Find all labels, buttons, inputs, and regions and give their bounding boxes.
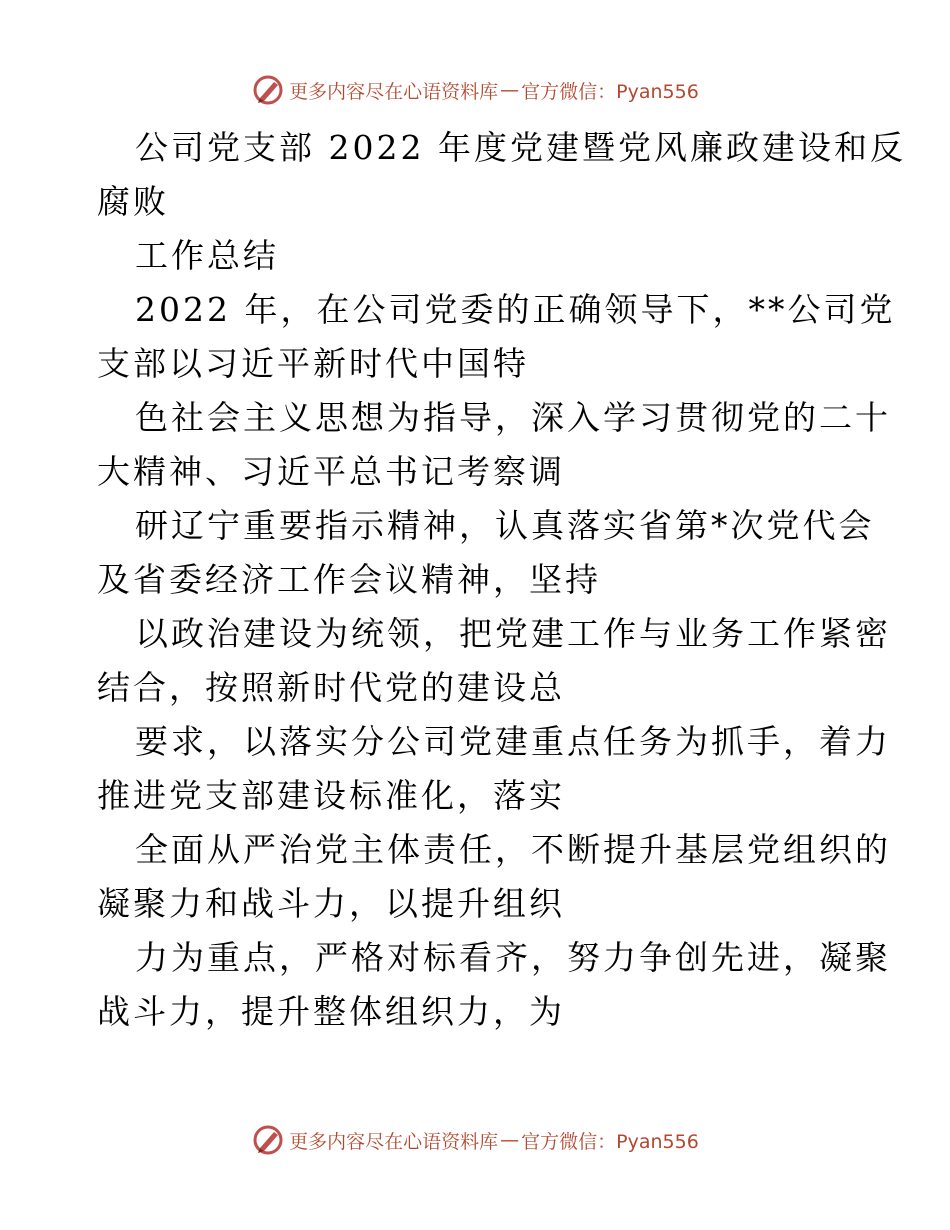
header-watermark [0, 70, 950, 110]
footer-watermark [0, 1120, 950, 1160]
doc-line: 研辽宁重要指示精神，认真落实省第*次党代会 [135, 506, 875, 545]
doc-line: 凝聚力和战斗力，以提升组织 [97, 884, 565, 923]
pen-logo-icon [251, 1123, 285, 1157]
doc-line: 力为重点，严格对标看齐，努力争创先进，凝聚 [135, 938, 891, 977]
watermark-separator: — [500, 1129, 520, 1151]
doc-line: 支部以习近平新时代中国特 [97, 344, 529, 383]
document-body [97, 121, 906, 1039]
watermark-contact: 官方微信：Pyan556 [521, 80, 699, 103]
doc-line: 推进党支部建设标准化，落实 [97, 776, 565, 815]
pen-logo-icon [251, 73, 285, 107]
watermark-text: 更多内容尽在心语资料库 [289, 80, 499, 103]
doc-line-subtitle: 工作总结 [135, 236, 279, 275]
watermark-contact: 官方微信：Pyan556 [521, 1130, 699, 1153]
doc-line-title-2: 腐败 [97, 182, 169, 221]
doc-line: 及省委经济工作会议精神，坚持 [97, 560, 601, 599]
doc-line: 战斗力，提升整体组织力，为 [97, 992, 565, 1031]
doc-line-title-1: 公司党支部 2022 年度党建暨党风廉政建设和反 [135, 128, 906, 167]
doc-line: 全面从严治党主体责任，不断提升基层党组织的 [135, 830, 891, 869]
doc-line: 色社会主义思想为指导，深入学习贯彻党的二十 [135, 398, 891, 437]
doc-line: 2022 年，在公司党委的正确领导下，**公司党 [135, 290, 896, 329]
doc-line: 以政治建设为统领，把党建工作与业务工作紧密 [135, 614, 891, 653]
watermark-text: 更多内容尽在心语资料库 [289, 1130, 499, 1153]
doc-line: 要求，以落实分公司党建重点任务为抓手，着力 [135, 722, 891, 761]
doc-line: 结合，按照新时代党的建设总 [97, 668, 565, 707]
doc-line: 大精神、习近平总书记考察调 [97, 452, 565, 491]
watermark-separator: — [500, 79, 520, 101]
